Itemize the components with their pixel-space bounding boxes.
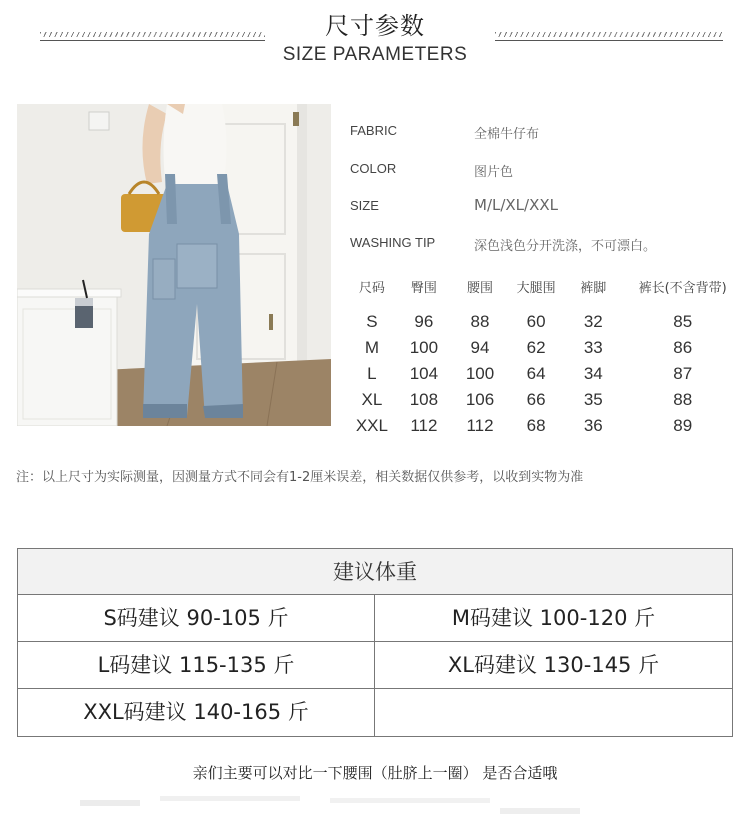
size-cell: 64 xyxy=(526,364,546,383)
size-cell: 35 xyxy=(583,390,603,409)
size-table-header: 腰围 xyxy=(466,280,493,296)
size-cell: 32 xyxy=(583,312,603,331)
size-table-header: 大腿围 xyxy=(516,280,556,296)
size-cell: 34 xyxy=(583,364,603,383)
size-table-row xyxy=(348,335,743,361)
size-table-header: 尺码 xyxy=(358,280,385,296)
weight-cell-s: S码建议 90-105 斤 xyxy=(18,595,375,641)
weight-cell-empty xyxy=(375,689,732,736)
spec-label-fabric: FABRIC xyxy=(350,123,397,138)
size-table-row xyxy=(348,361,743,387)
size-table-row xyxy=(348,387,743,413)
size-table-header-row xyxy=(348,275,743,297)
weight-table-row xyxy=(18,689,732,736)
size-cell: 60 xyxy=(526,312,546,331)
size-cell: S xyxy=(366,312,378,331)
size-table-header: 臀围 xyxy=(410,280,437,296)
size-table-header: 裤脚 xyxy=(580,280,607,296)
size-cell: 94 xyxy=(470,338,490,357)
size-table-row xyxy=(348,309,743,335)
size-cell: 112 xyxy=(410,416,438,435)
size-cell: 33 xyxy=(583,338,603,357)
size-cell: 100 xyxy=(465,364,495,383)
faded-background-strip xyxy=(80,790,680,818)
size-cell: XL xyxy=(361,390,383,409)
size-cell: 87 xyxy=(673,364,693,383)
spec-label-washing-tip: WASHING TIP xyxy=(350,235,436,250)
weight-cell-m: M码建议 100-120 斤 xyxy=(451,606,656,630)
size-cell: 62 xyxy=(526,338,546,357)
size-cell: 36 xyxy=(583,416,603,435)
size-cell: 85 xyxy=(673,312,693,331)
size-cell: 108 xyxy=(409,390,439,409)
weight-recommendation-table xyxy=(17,548,733,737)
weight-cell-xxl: XXL码建议 140-165 斤 xyxy=(18,689,375,736)
page-title-en: SIZE PARAMETERS xyxy=(282,44,468,65)
size-cell: 66 xyxy=(526,390,546,409)
size-cell: 96 xyxy=(414,312,434,331)
size-cell: 100 xyxy=(409,338,439,357)
measurement-note: 注：以上尺寸为实际测量，因测量方式不同会有1-2厘米误差，相关数据仅供参考，以收到实物为准 xyxy=(16,470,584,485)
size-table-row xyxy=(348,413,743,439)
weight-table-row xyxy=(18,595,732,642)
size-table xyxy=(348,275,743,439)
size-cell: 106 xyxy=(465,390,495,409)
spec-label-color: COLOR xyxy=(350,161,397,176)
size-cell: L xyxy=(367,364,377,383)
spec-value-fabric: 全棉牛仔布 xyxy=(474,127,540,142)
weight-table-row xyxy=(18,642,732,689)
spec-value-washing-tip: 深色浅色分开洗涤，不可漂白。 xyxy=(474,239,657,254)
size-cell: M xyxy=(364,338,379,357)
product-photo xyxy=(17,104,331,426)
size-table-header: 裤长(不含背带) xyxy=(638,280,727,296)
weight-cell-xl: XL码建议 130-145 斤 xyxy=(447,653,660,677)
weight-cell-l: L码建议 115-135 斤 xyxy=(18,642,375,688)
size-cell: 86 xyxy=(673,338,693,357)
size-cell: 112 xyxy=(466,416,494,435)
decorative-divider-left xyxy=(40,32,265,42)
size-cell: XXL xyxy=(355,416,388,435)
size-cell: 104 xyxy=(409,364,439,383)
decorative-divider-right xyxy=(495,32,723,42)
footer-tip: 亲们主要可以对比一下腰围（肚脐上一圈） 是否合适哦 xyxy=(192,764,558,782)
size-cell: 88 xyxy=(470,312,490,331)
size-cell: 89 xyxy=(673,416,693,435)
weight-table-title: 建议体重 xyxy=(18,549,732,595)
size-cell: 68 xyxy=(526,416,546,435)
size-cell: 88 xyxy=(673,390,693,409)
spec-value-size: M/L/XL/XXL xyxy=(474,196,559,214)
spec-value-color: 图片色 xyxy=(474,165,514,180)
page-title-cn: 尺寸参数 xyxy=(325,12,425,40)
spec-label-size: SIZE xyxy=(350,198,379,213)
